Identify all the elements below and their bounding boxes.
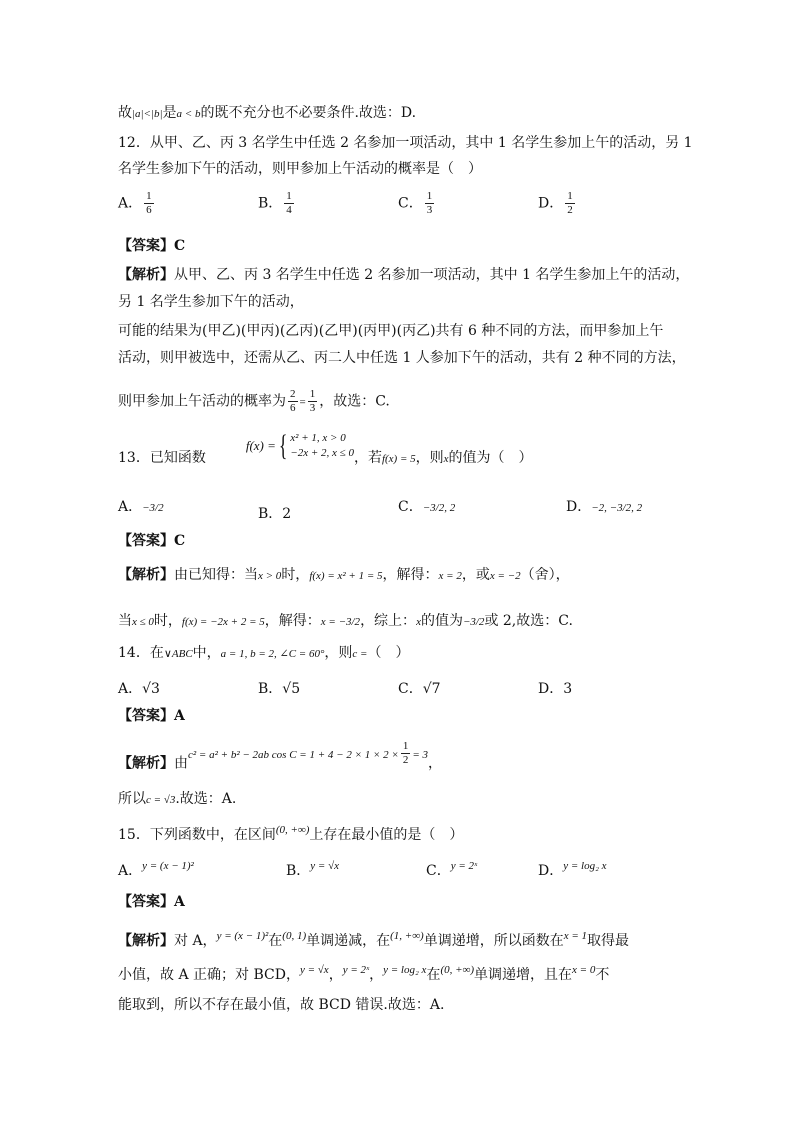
fraction-num: 1	[309, 388, 316, 400]
option-letter: A．	[118, 499, 143, 515]
stem-text: ，则	[415, 450, 444, 466]
math-expr: −2, −3/2, 2	[591, 502, 643, 514]
cases	[290, 431, 354, 461]
option-letter: A．	[118, 195, 143, 212]
math-expr: y = log₂ x	[563, 860, 607, 872]
q15-option-a	[118, 862, 194, 881]
stem-text: ，则	[324, 645, 353, 661]
q14-option-b: B．√5	[258, 681, 301, 697]
math-expr: = 3	[412, 748, 429, 761]
q15-option-d	[538, 862, 607, 881]
stem-text: 15．下列函数中，在区间	[118, 827, 276, 843]
q12-option-a	[118, 190, 156, 217]
analysis-text: 由	[174, 755, 188, 772]
fraction-num: 1	[402, 740, 409, 752]
math-expr: y = 2ˣ	[342, 964, 370, 976]
math-expr: c² = a² + b² − 2ab cos C = 1 + 4 − 2 × 1 × 2 ×	[188, 748, 399, 761]
stem-text: 上存在最小值的是（ ）	[309, 827, 464, 843]
analysis-label: 【解析】	[118, 267, 174, 283]
fraction	[401, 740, 411, 767]
intro-text: 的既不充分也不必要条件.故选：D.	[200, 105, 417, 121]
analysis-text: 所以	[118, 791, 146, 807]
math-expr: a < b	[176, 108, 201, 120]
stem-text: 14．在	[118, 645, 164, 661]
math-expr: f(x) =	[245, 438, 276, 453]
analysis-text: 在	[268, 933, 283, 949]
math-expr: x	[416, 616, 421, 628]
option-letter: D．	[538, 863, 564, 879]
analysis-text: ，解得：	[264, 613, 321, 629]
fraction-den: 3	[309, 402, 316, 414]
q14-analysis-line1	[118, 740, 443, 777]
q12-analysis-line4: 活动，则甲被选中，还需从乙、丙二人中任选 1 人参加下午的活动，共有 2 种不同的方法，	[118, 350, 686, 366]
math-expr: −3/2, 2	[422, 502, 456, 514]
q12-stem-line1: 12．从甲、乙、丙 3 名学生中任选 2 名参加一项活动，其中 1 名学生参加上午的活动，另 1	[118, 135, 693, 151]
math-expr: x = −2	[489, 570, 521, 582]
fraction-den: 6	[290, 402, 296, 414]
q14-option-d: D．3	[538, 681, 573, 697]
math-expr: x = 1	[563, 930, 588, 942]
q15-analysis-line2	[118, 966, 609, 985]
q13-option-d	[566, 498, 642, 517]
q12-analysis-line1	[118, 266, 689, 284]
analysis-text: ，	[328, 967, 343, 983]
q12-analysis-line2: 另 1 名学生参加下午的活动，	[118, 294, 304, 310]
analysis-text: 小值，故 A 正确；对 BCD，	[118, 967, 300, 983]
fraction-den: 2	[402, 754, 409, 766]
analysis-text: 时，	[281, 567, 310, 583]
option-letter: C．	[398, 499, 423, 515]
math-expr: c =	[352, 648, 368, 660]
q12-analysis-line5	[118, 388, 390, 415]
math-expr: f(x) = x² + 1 = 5	[309, 570, 383, 582]
q13-option-a	[118, 498, 164, 517]
math-expr: (0, +∞)	[440, 964, 475, 976]
stem-text: ，若	[353, 450, 382, 466]
fraction-den: 4	[286, 204, 292, 216]
analysis-text: ，故选：C.	[319, 393, 390, 410]
fraction-num: 1	[146, 190, 152, 202]
math-expr: f(x) = 5	[381, 453, 416, 465]
fraction-den: 2	[567, 204, 573, 216]
q14-answer: 【答案】A	[118, 708, 185, 724]
stem-text: 中，	[192, 645, 221, 661]
q13-option-b: B．2	[258, 506, 292, 522]
fraction	[288, 388, 298, 415]
analysis-text: ，解得：	[382, 567, 439, 583]
analysis-label: 【解析】	[118, 933, 174, 949]
q12-analysis-line3: 可能的结果为(甲乙)(甲丙)(乙丙)(乙甲)(丙甲)(丙乙)共有 6 种不同的方法，而甲参加上午	[118, 323, 664, 339]
math-expr: x = −3/2	[320, 616, 361, 628]
q14-analysis-line2	[118, 790, 236, 809]
math-expr: f(x) = −2x + 2 = 5	[181, 616, 265, 628]
analysis-text: （舍），	[520, 567, 570, 583]
fraction	[308, 388, 318, 415]
math-expr: x = 2	[438, 570, 462, 582]
q15-analysis-line1	[118, 932, 629, 951]
option-letter: C．	[426, 863, 451, 879]
q12-option-b	[258, 190, 296, 217]
analysis-text: 或 2,故选：C.	[484, 613, 573, 629]
analysis-text: ，	[369, 967, 384, 983]
q14-stem	[118, 644, 409, 663]
math-expr: y = (x − 1)²	[216, 930, 269, 942]
analysis-text: 时，	[153, 613, 182, 629]
analysis-label: 【解析】	[118, 755, 174, 772]
q13-stem	[118, 429, 533, 479]
stem-text: 13．已知函数	[118, 450, 206, 466]
math-expr: x ≤ 0	[132, 616, 154, 628]
math-expr: x = 0	[572, 964, 596, 976]
math-expr: y = (x − 1)²	[142, 860, 194, 872]
fraction-den: 6	[146, 204, 152, 216]
q13-analysis-line2	[118, 612, 573, 631]
fraction	[284, 190, 294, 217]
math-expr: y = log₂ x	[383, 964, 427, 976]
q15-stem	[118, 826, 463, 845]
q13-analysis-line1	[118, 566, 570, 585]
fraction	[425, 190, 435, 217]
brace-icon: {	[278, 429, 288, 462]
option-letter: B．	[286, 863, 311, 879]
intro-text: 是	[162, 105, 177, 121]
analysis-text: ，或	[461, 567, 490, 583]
analysis-text: ，综上：	[360, 613, 417, 629]
math-expr: (0, 1)	[282, 930, 307, 942]
q15-answer: 【答案】A	[118, 894, 185, 910]
fraction	[565, 190, 575, 217]
option-letter: D．	[538, 195, 564, 212]
analysis-text: 单调递减，在	[306, 933, 391, 949]
analysis-text: 在	[426, 967, 441, 983]
fraction-num: 2	[290, 388, 296, 400]
q12-option-d	[538, 190, 577, 217]
q14-option-c: C．√7	[398, 681, 441, 697]
intro-line	[118, 104, 416, 123]
stem-text: 的值为（ ）	[448, 450, 533, 466]
q12-stem-line2: 名学生参加下午的活动，则甲参加上午活动的概率是（ ）	[118, 161, 482, 177]
analysis-text: 取得最	[587, 933, 630, 949]
fraction-num: 1	[286, 190, 292, 202]
option-letter: D．	[566, 499, 592, 515]
math-expr: (1, +∞)	[390, 930, 424, 942]
q15-analysis-line3: 能取到，所以不存在最小值，故 BCD 错误.故选：A.	[118, 997, 445, 1013]
analysis-text: .故选：A.	[175, 791, 237, 807]
fraction-num: 1	[426, 190, 433, 202]
analysis-text: 单调递增，且在	[474, 967, 573, 983]
q14-option-a: A．√3	[118, 681, 160, 697]
analysis-text: 从甲、乙、丙 3 名学生中任选 2 名参加一项活动，其中 1 名学生参加上午的活动，	[174, 267, 690, 283]
analysis-text: 当	[118, 613, 132, 629]
analysis-text: ，	[428, 755, 443, 772]
q13-answer: 【答案】C	[118, 533, 186, 549]
piecewise-function	[246, 426, 354, 466]
q12-option-c	[398, 190, 436, 217]
fraction-den: 3	[426, 204, 433, 216]
analysis-text: 则甲参加上午活动的概率为	[118, 393, 286, 410]
math-expr: −3/2	[142, 502, 164, 514]
math-expr: y = √x	[299, 964, 329, 976]
q15-option-b	[286, 862, 339, 881]
analysis-label: 【解析】	[118, 567, 174, 583]
fraction	[144, 190, 154, 217]
math-expr: |a|<|b|	[132, 108, 163, 120]
option-letter: C．	[398, 195, 423, 212]
math-expr: −3/2	[462, 616, 485, 628]
fraction-num: 1	[567, 190, 573, 202]
intro-text: 故	[118, 105, 132, 121]
math-expr: x > 0	[258, 570, 282, 582]
analysis-text: 的值为	[420, 613, 463, 629]
analysis-text: 对 A，	[174, 933, 217, 949]
math-expr: c = √3	[146, 794, 176, 806]
math-expr: =	[299, 396, 306, 409]
math-expr-group	[188, 740, 429, 766]
option-letter: B．	[258, 195, 283, 212]
case-1: x² + 1, x > 0	[290, 432, 346, 444]
analysis-text: 不	[595, 967, 610, 983]
option-letter: A．	[118, 863, 143, 879]
q15-option-c	[426, 862, 477, 881]
math-expr: ∨ABC	[163, 648, 193, 660]
math-expr: x	[443, 453, 449, 465]
case-2: −2x + 2, x ≤ 0	[290, 447, 354, 459]
math-expr: y = 2ˣ	[450, 860, 478, 872]
math-expr: y = √x	[310, 860, 340, 872]
analysis-text: 单调递增，所以函数在	[423, 933, 564, 949]
math-expr: (0, +∞)	[275, 824, 310, 836]
math-expr: a = 1, b = 2, ∠C = 60°	[220, 648, 325, 660]
analysis-text: 由已知得：当	[174, 567, 258, 583]
q12-answer: 【答案】C	[118, 238, 186, 254]
q13-option-c	[398, 498, 455, 517]
stem-text: （ ）	[367, 645, 410, 661]
